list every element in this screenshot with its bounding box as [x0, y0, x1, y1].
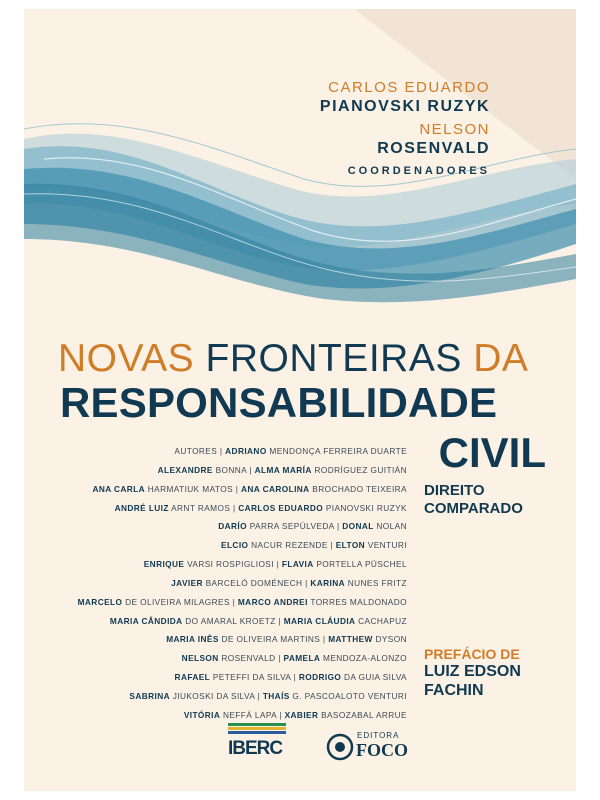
book-title-line2: RESPONSABILIDADE: [60, 379, 498, 426]
author-surname: BROCHADO TEIXEIRA: [309, 483, 407, 494]
author-surname: CACHAPUZ: [355, 615, 407, 626]
author-surname: PETEFFI DA SILVA: [210, 672, 291, 683]
author-separator: |: [254, 690, 263, 701]
authors-list: [24, 442, 407, 725]
author-first-name: DARÍO: [218, 521, 247, 532]
author-separator: |: [276, 709, 285, 720]
author-line: [24, 593, 407, 612]
author-surname: BARCELÓ DOMÉNECH: [202, 577, 303, 588]
author-surname: NUNES FRITZ: [345, 577, 407, 588]
author-first-name: RAFAEL: [174, 672, 211, 683]
author-surname: JIUKOSKI DA SILVA: [170, 690, 255, 701]
author-first-name: THAÍS: [262, 690, 290, 701]
author-surname: VARSI ROSPIGLIOSI: [184, 559, 274, 570]
coordinator-first-name: CARLOS EDUARDO: [328, 79, 490, 96]
author-surname: DO AMARAL KROETZ: [182, 615, 276, 626]
author-surname: MENDONÇA FERREIRA DUARTE: [266, 446, 407, 456]
author-first-name: ENRIQUE: [143, 559, 185, 570]
iberc-wordmark: IBERC: [228, 738, 283, 759]
subtitle-line: COMPARADO: [424, 500, 523, 517]
coordinator-last-name: ROSENVALD: [377, 140, 490, 157]
author-surname: BONNA: [212, 464, 247, 475]
author-first-name: ANA CAROLINA: [241, 483, 310, 494]
author-surname: BASOZABAL ARRUE: [318, 709, 407, 720]
author-surname: VENTURI: [365, 540, 407, 551]
wave-graphic: [24, 9, 576, 329]
author-first-name: JAVIER: [171, 577, 203, 588]
author-first-name: SABRINA: [129, 690, 171, 701]
author-line: [24, 461, 407, 480]
author-surname: PORTELLA PÜSCHEL: [313, 559, 407, 570]
author-first-name: FLAVIA: [281, 559, 314, 570]
author-first-name: RODRIGO: [298, 672, 342, 683]
author-separator: |: [275, 615, 284, 626]
author-line: [24, 536, 407, 555]
author-first-name: ANDRÉ LUIZ: [114, 502, 169, 513]
publisher-label: EDITORA: [357, 731, 400, 740]
author-line: [24, 442, 407, 461]
book-cover: [24, 9, 576, 791]
author-first-name: MARCO ANDREI: [237, 596, 308, 607]
preface-author-line: LUIZ EDSON: [424, 663, 521, 680]
author-surname: PARRA SEPÚLVEDA: [246, 521, 335, 532]
preface-author-line: FACHIN: [424, 682, 484, 699]
author-first-name: MARIA CÂNDIDA: [109, 615, 183, 626]
author-first-name: XABIER: [284, 709, 319, 720]
author-first-name: ELCIO: [221, 540, 249, 551]
author-first-name: CARLOS EDUARDO: [238, 502, 324, 513]
author-first-name: MARIA INÊS: [166, 634, 219, 645]
author-surname: RODRÍGUEZ GUITIÁN: [311, 464, 407, 475]
author-first-name: ANA CARLA: [92, 483, 146, 494]
author-first-name: DONAL: [342, 521, 374, 532]
author-surname: MENDOZA-ALONZO: [320, 653, 407, 664]
author-line: [24, 480, 407, 499]
author-first-name: VITÓRIA: [183, 709, 221, 720]
author-line: [24, 612, 407, 631]
book-title-line3: CIVIL: [438, 429, 546, 476]
coordinators-role: COORDENADORES: [347, 165, 490, 177]
author-first-name: MARCELO: [77, 596, 123, 607]
author-separator: |: [230, 502, 239, 513]
title-word: NOVAS: [58, 337, 195, 380]
author-first-name: ELTON: [335, 540, 366, 551]
author-separator: |: [217, 446, 226, 456]
author-surname: DE OLIVEIRA MARTINS: [218, 634, 321, 645]
author-line: [24, 574, 407, 593]
author-line: [24, 630, 407, 649]
author-line: [24, 517, 407, 536]
author-separator: |: [246, 464, 255, 475]
foco-wordmark: FOCO: [356, 740, 408, 760]
coordinator-first-name: NELSON: [419, 121, 490, 138]
author-separator: |: [320, 634, 329, 645]
author-surname: HARMATIUK MATOS: [145, 483, 234, 494]
preface-label: PREFÁCIO DE: [424, 646, 520, 662]
author-separator: |: [290, 672, 299, 683]
author-separator: |: [302, 577, 311, 588]
author-line: [24, 499, 407, 518]
author-surname: NOLAN: [373, 521, 407, 532]
title-word: FRONTEIRAS: [205, 337, 462, 380]
book-title-line1: [58, 337, 528, 381]
title-word: DA: [473, 337, 529, 380]
author-first-name: MATTHEW: [328, 634, 373, 645]
author-surname: TORRES MALDONADO: [307, 596, 407, 607]
author-line: [24, 649, 407, 668]
author-line: [24, 668, 407, 687]
author-first-name: ALMA MARÍA: [254, 464, 312, 475]
author-separator: |: [229, 596, 238, 607]
preface-author: [424, 662, 521, 700]
author-surname: PIANOVSKI RUZYK: [323, 502, 407, 513]
subtitle-line: DIREITO: [424, 482, 485, 499]
author-first-name: PAMELA: [283, 653, 321, 664]
author-surname: ARNT RAMOS: [168, 502, 231, 513]
author-separator: |: [275, 653, 284, 664]
author-line: [24, 706, 407, 725]
author-separator: |: [334, 521, 343, 532]
author-separator: |: [327, 540, 336, 551]
author-surname: DA GUIA SILVA: [341, 672, 407, 683]
author-first-name: ALEXANDRE: [157, 464, 213, 475]
author-line: [24, 555, 407, 574]
author-surname: DE OLIVEIRA MILAGRES: [122, 596, 230, 607]
author-first-name: MARIA CLÁUDIA: [283, 615, 356, 626]
coordinator-last-name: PIANOVSKI RUZYK: [319, 98, 490, 115]
author-surname: NACUR REZENDE: [248, 540, 328, 551]
author-first-name: KARINA: [310, 577, 346, 588]
author-separator: |: [233, 483, 242, 494]
author-separator: |: [273, 559, 282, 570]
author-surname: NEFFÁ LAPA: [220, 709, 277, 720]
authors-label: AUTORES: [174, 446, 218, 456]
author-surname: G. PASCOALOTO VENTURI: [289, 690, 407, 701]
author-first-name: NELSON: [181, 653, 219, 664]
author-surname: DYSON: [372, 634, 407, 645]
author-line: [24, 687, 407, 706]
author-first-name: ADRIANO: [225, 446, 267, 456]
author-surname: ROSENVALD: [218, 653, 276, 664]
book-subtitle: [424, 482, 523, 518]
